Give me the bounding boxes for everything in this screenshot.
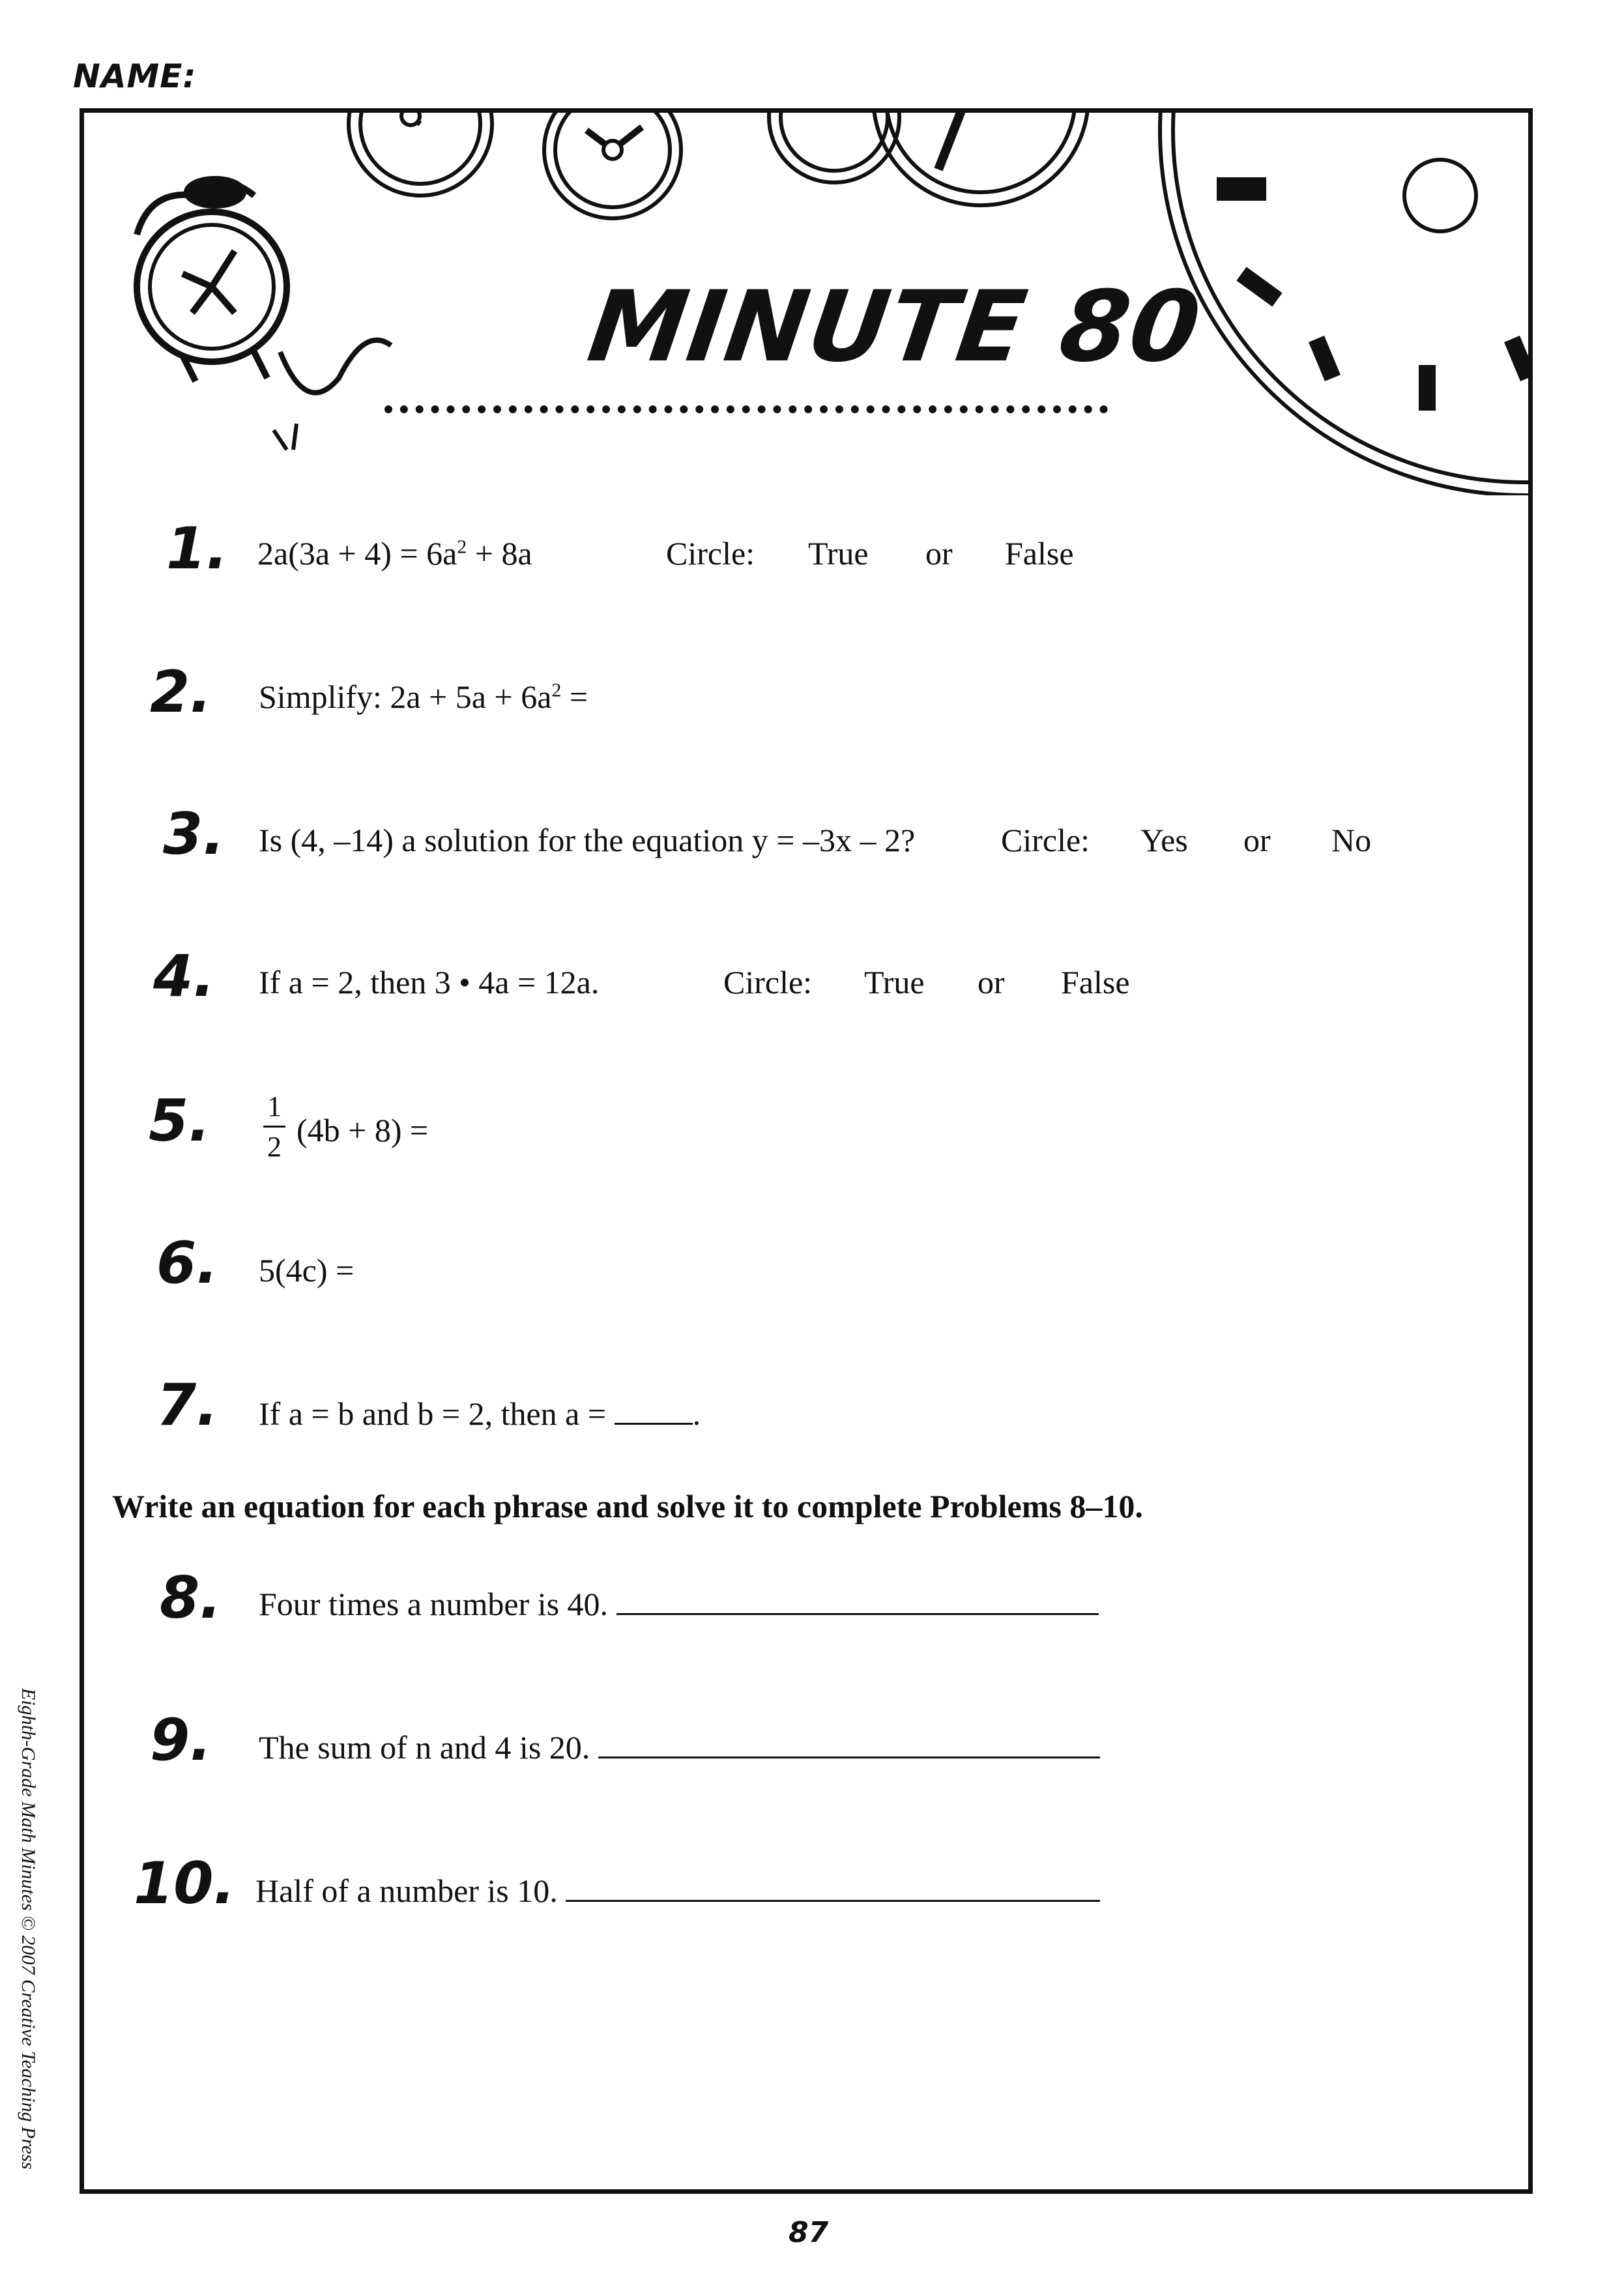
title-dotted-line: [384, 405, 1108, 413]
q2-text-main: Simplify: 2a + 5a + 6a: [259, 678, 552, 715]
question-number-8: 8.: [160, 1564, 222, 1631]
question-number-4: 4.: [153, 942, 215, 1010]
question-number-1: 1.: [166, 515, 228, 582]
question-6-text: 5(4c) =: [259, 1252, 355, 1289]
q1-option-true[interactable]: True: [808, 535, 869, 572]
page-number: 87: [789, 2216, 829, 2249]
question-number-9: 9.: [150, 1706, 212, 1773]
q1-option-false[interactable]: False: [1005, 535, 1074, 572]
q4-option-true[interactable]: True: [864, 964, 925, 1000]
question-1-expression: [257, 534, 532, 572]
clock-decoration-icon: [0, 0, 1624, 495]
question-8-row: [259, 1585, 1099, 1623]
q1-expr-post: + 8a: [467, 535, 532, 572]
question-number-10: 10.: [134, 1850, 235, 1917]
question-number-5: 5.: [149, 1087, 210, 1154]
name-label: NAME:: [73, 57, 197, 95]
q3-circle-label: Circle:: [1001, 822, 1090, 858]
copyright-side-text: Eighth-Grade Math Minutes © 2007 Creative Teaching Press: [18, 1688, 39, 2170]
question-10-row: [255, 1872, 1100, 1910]
question-8-text: Four times a number is 40.: [259, 1586, 609, 1622]
q2-tail: =: [561, 678, 588, 715]
q8-answer-blank[interactable]: [616, 1613, 1099, 1615]
q7-tail: .: [692, 1395, 701, 1432]
page-title: MINUTE 80: [581, 270, 1208, 384]
q4-circle-label: Circle:: [723, 964, 813, 1000]
question-3-text: Is (4, –14) a solution for the equation y = –3x – 2?: [259, 822, 916, 858]
instruction-text: Write an equation for each phrase and solve it to complete Problems 8–10.: [112, 1488, 1143, 1524]
question-10-text: Half of a number is 10.: [255, 1873, 558, 1909]
question-4-text: If a = 2, then 3 • 4a = 12a.: [259, 964, 600, 1000]
q1-exponent: 2: [457, 536, 467, 558]
q5-fraction-bar: [263, 1126, 285, 1128]
q3-option-yes[interactable]: Yes: [1140, 822, 1188, 858]
q5-fraction-numerator: 1: [267, 1090, 282, 1122]
question-5-text: (4b + 8) =: [297, 1112, 429, 1148]
q3-option-no[interactable]: No: [1331, 822, 1372, 858]
q5-fraction: [263, 1090, 285, 1163]
q4-or: or: [978, 964, 1005, 1000]
q9-answer-blank[interactable]: [598, 1757, 1100, 1758]
q1-or: or: [925, 535, 953, 572]
q7-text-main: If a = b and b = 2, then a =: [259, 1395, 607, 1432]
question-number-6: 6.: [156, 1229, 218, 1296]
q10-answer-blank[interactable]: [566, 1900, 1100, 1902]
question-9-text: The sum of n and 4 is 20.: [259, 1729, 590, 1766]
q5-fraction-denominator: 2: [267, 1131, 282, 1163]
q2-exponent: 2: [551, 679, 562, 701]
question-7-text: [259, 1395, 701, 1433]
question-number-7: 7.: [156, 1371, 218, 1438]
question-number-2: 2.: [150, 658, 212, 725]
q1-circle-label: Circle:: [666, 535, 755, 572]
q7-answer-blank[interactable]: [615, 1423, 693, 1425]
q3-or: or: [1243, 822, 1271, 858]
question-2-text: [259, 678, 588, 716]
q4-option-false[interactable]: False: [1061, 964, 1130, 1000]
q1-expr-pre: 2a(3a + 4) = 6a: [257, 535, 457, 572]
question-9-row: [259, 1728, 1100, 1766]
question-number-3: 3.: [163, 800, 225, 867]
